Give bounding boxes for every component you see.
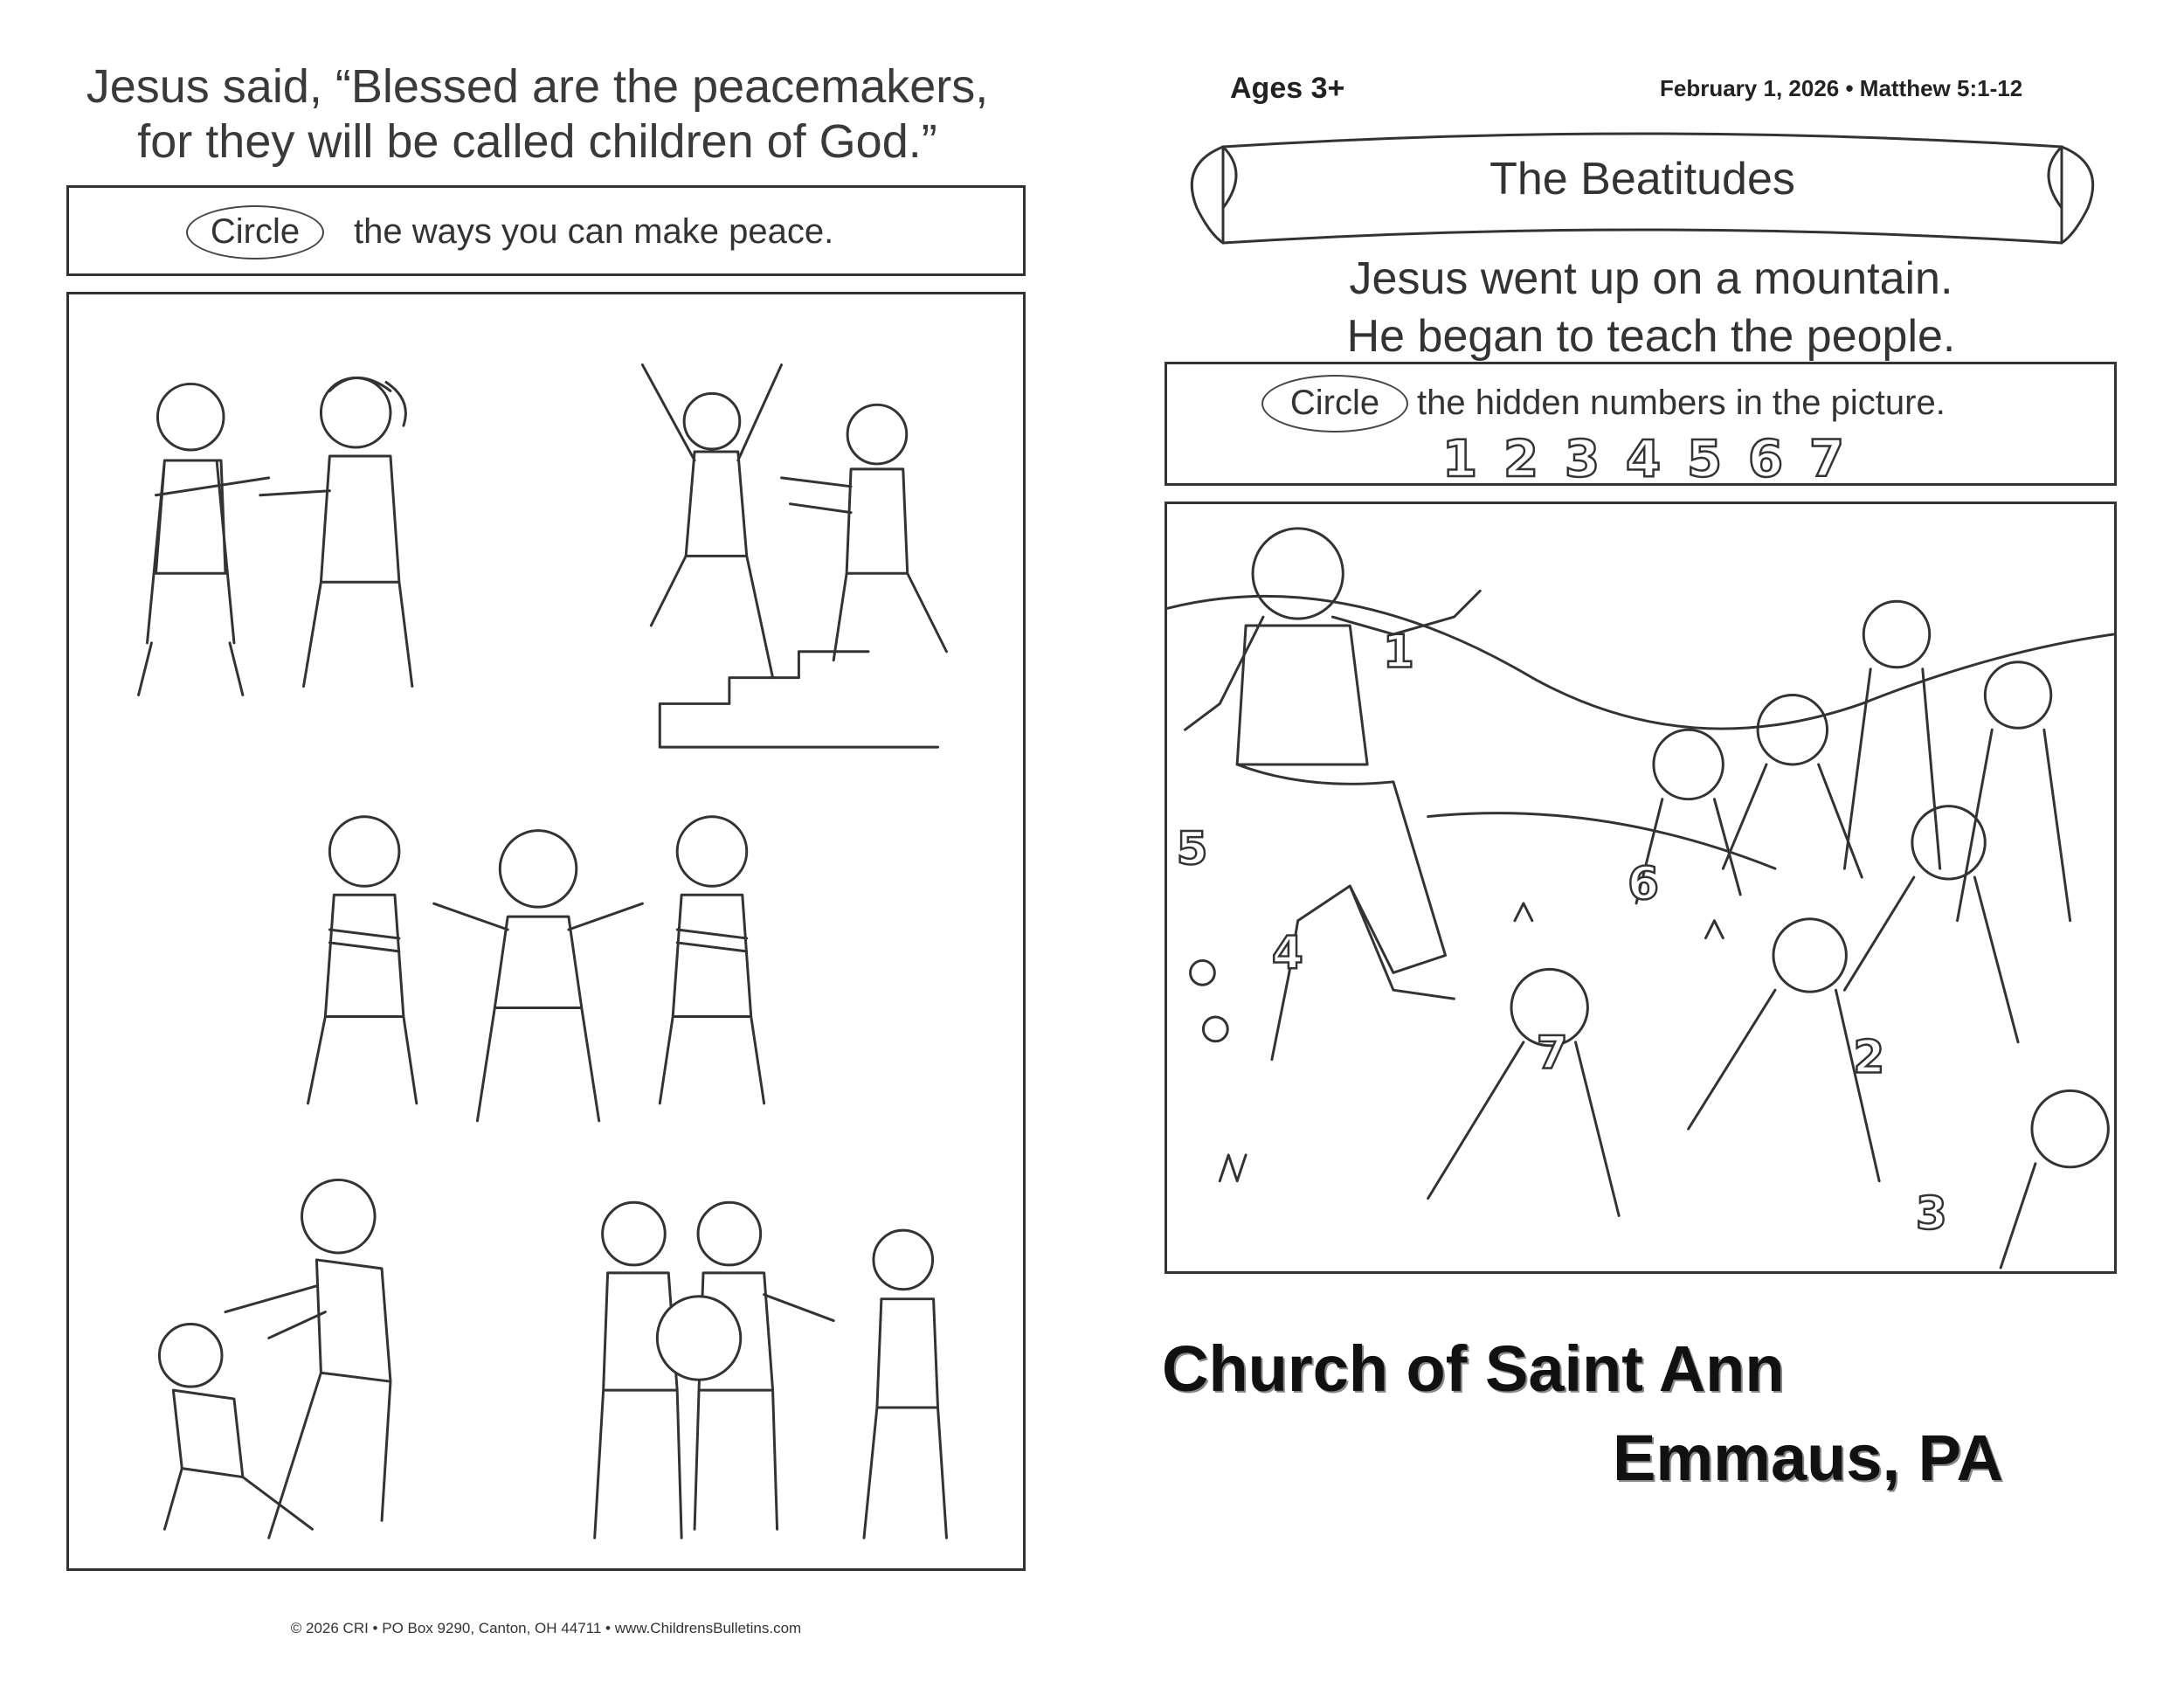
sermon-on-mount-picture-panel bbox=[1165, 502, 2117, 1274]
scene-helping bbox=[159, 1180, 390, 1538]
hidden-number-7[interactable]: 7 bbox=[1536, 1027, 1568, 1080]
hidden-number-1[interactable]: 1 bbox=[1383, 626, 1414, 679]
scene-stairs bbox=[642, 365, 946, 748]
title-line-2: for they will be called children of God.” bbox=[137, 115, 937, 168]
jesus-figure bbox=[1185, 529, 1481, 1060]
number-2: 2 bbox=[1503, 429, 1539, 488]
left-page-title bbox=[52, 59, 1022, 169]
banner-title: The Beatitudes bbox=[1489, 154, 1795, 204]
verse-line-1: Jesus went up on a mountain. bbox=[1349, 253, 1953, 304]
title-line-1: Jesus said, “Blessed are the peacemakers, bbox=[86, 60, 989, 113]
peacemakers-picture-panel bbox=[66, 292, 1026, 1571]
verse-text bbox=[1179, 250, 2123, 365]
hidden-number-5[interactable]: 5 bbox=[1176, 823, 1208, 876]
circle-word-oval: Circle bbox=[1261, 375, 1408, 432]
age-label: Ages 3+ bbox=[1230, 72, 1345, 105]
hidden-number-2[interactable]: 2 bbox=[1853, 1031, 1885, 1084]
number-1: 1 bbox=[1441, 429, 1478, 488]
hidden-number-6[interactable]: 6 bbox=[1628, 857, 1660, 910]
scene-sharing bbox=[139, 377, 412, 695]
peacemakers-illustration bbox=[69, 294, 1023, 1568]
scene-friends bbox=[308, 817, 764, 1121]
scene-ball bbox=[595, 1202, 947, 1538]
copyright-footer: © 2026 CRI • PO Box 9290, Canton, OH 44711 • www.ChildrensBulletins.com bbox=[290, 1620, 802, 1636]
hidden-number-4[interactable]: 4 bbox=[1271, 927, 1303, 980]
sermon-on-mount-illustration bbox=[1167, 504, 2114, 1271]
church-name: Church of Saint Ann bbox=[1162, 1332, 1785, 1405]
left-instruction-text: the ways you can make peace. bbox=[354, 212, 834, 251]
flowers-grass bbox=[1191, 903, 1724, 1181]
numbers-to-find bbox=[1429, 429, 1857, 488]
circle-word-oval: Circle bbox=[186, 205, 324, 259]
hidden-number-3[interactable]: 3 bbox=[1915, 1187, 1947, 1241]
number-3: 3 bbox=[1564, 429, 1600, 488]
number-4: 4 bbox=[1625, 429, 1662, 488]
number-6: 6 bbox=[1747, 429, 1784, 488]
right-instruction-text: the hidden numbers in the picture. bbox=[1417, 384, 1946, 422]
number-5: 5 bbox=[1686, 429, 1723, 488]
date-scripture-reference: February 1, 2026 • Matthew 5:1-12 bbox=[1660, 75, 2023, 101]
left-instruction-box bbox=[66, 185, 1026, 276]
crowd-figures bbox=[1428, 601, 2109, 1268]
church-city: Emmaus, PA bbox=[1613, 1422, 2003, 1494]
number-7: 7 bbox=[1808, 429, 1845, 488]
right-instruction-box bbox=[1165, 362, 2117, 486]
verse-line-2: He began to teach the people. bbox=[1346, 311, 1956, 362]
